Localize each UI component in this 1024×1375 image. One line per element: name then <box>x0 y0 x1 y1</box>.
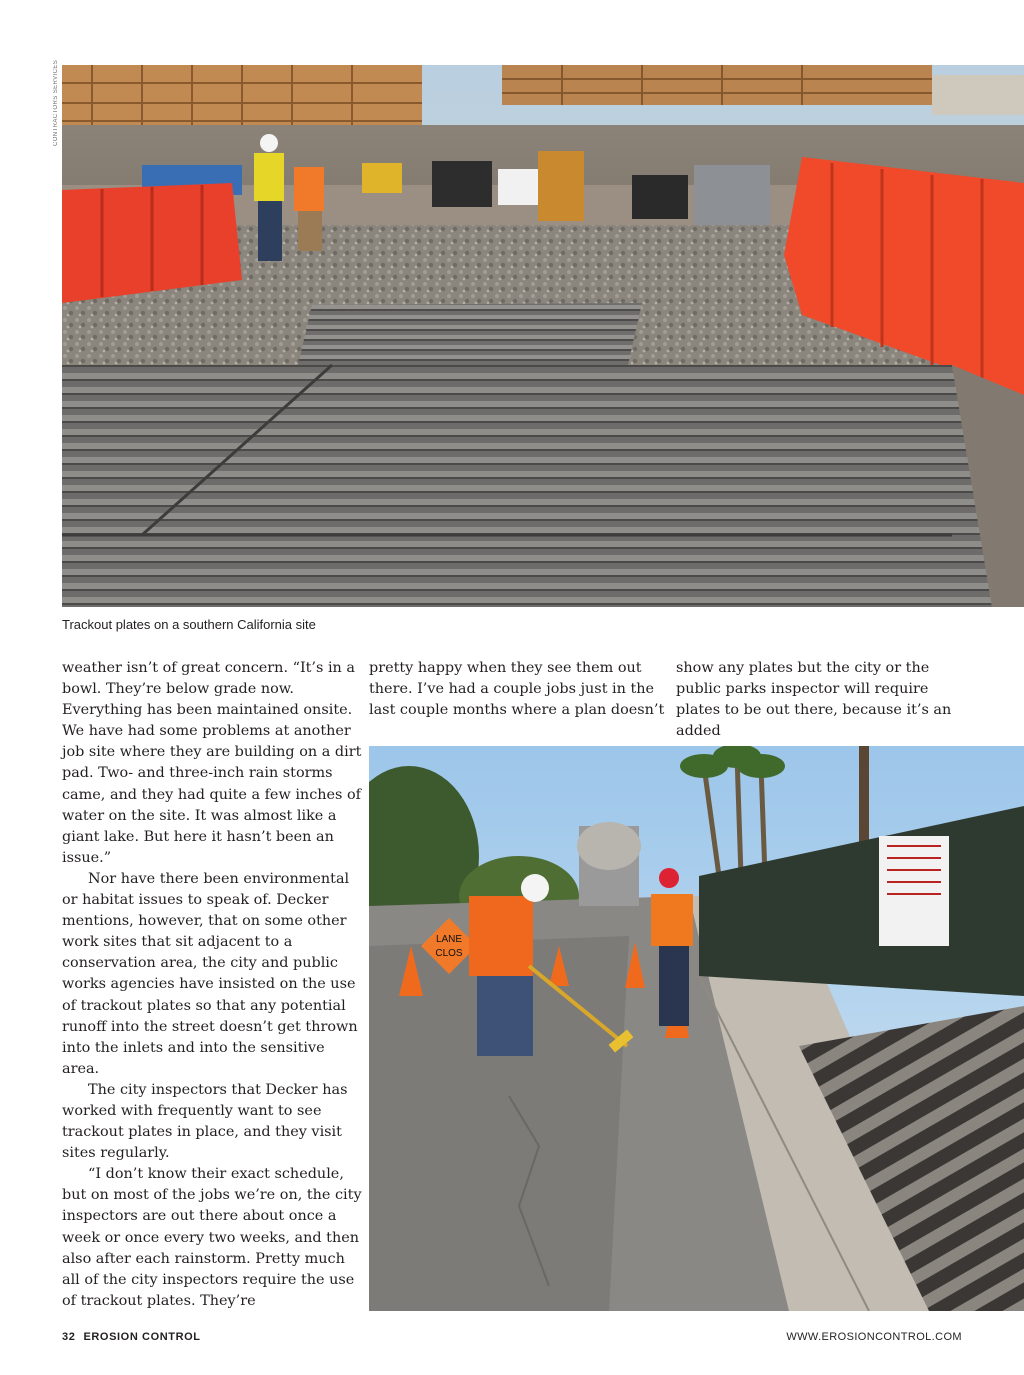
photo-caption: Trackout plates on a southern California site <box>62 617 316 632</box>
paragraph: Nor have there been environmental or habitat issues to speak of. Decker mentions, however, that on some other work sites that sit adjacent to a conservation area, the city and public works agencies have insisted on the use of trackout plates so that any potential runoff into the street doesn’t get thrown into the inlets and into the sensitive area. <box>62 870 358 1077</box>
paragraph: The city inspectors that Decker has worked with frequently want to see trackout plates in place, and they visit sites regularly. <box>62 1081 348 1162</box>
footer-folio <box>62 1331 201 1343</box>
photo-credit: CONTRACTORS SERVICES <box>53 59 59 146</box>
article-column-2 <box>369 658 669 721</box>
photo-trackout-illustration <box>62 65 1024 607</box>
paragraph: pretty happy when they see them out there. I’ve had a couple jobs just in the last couple months where a plan doesn’t <box>369 660 665 719</box>
publication-name: EROSION CONTROL <box>83 1331 201 1343</box>
page-number: 32 <box>62 1331 76 1343</box>
paragraph: weather isn’t of great concern. “It’s in a bowl. They’re below grade now. Everything has been maintained onsite. We have had some problems at another job site where they are building on a dirt pad. Two- and three-inch rain storms came, and they had quite a few inches of water on the site. It was almost like a giant lake. But here it hasn’t been an issue.” <box>62 660 362 866</box>
article-column-3 <box>676 658 976 742</box>
sign-text-line-1: LANE <box>435 934 463 945</box>
footer-url: WWW.EROSIONCONTROL.COM <box>786 1331 962 1343</box>
paragraph: show any plates but the city or the public parks inspector will require plates to be out there, because it’s an added <box>676 660 952 740</box>
article-column-1 <box>62 658 362 1312</box>
sign-text-line-2: CLOS <box>435 948 463 959</box>
paragraph: “I don’t know their exact schedule, but on most of the jobs we’re on, the city inspectors are out there about once a week or once every two weeks, and then also after each rainstorm. Pretty much all of the city inspectors require the use of trackout plates. They’re <box>62 1166 362 1309</box>
photo-street-illustration <box>369 746 1024 1311</box>
photo-street-crew <box>369 746 1024 1311</box>
photo-trackout-plates <box>62 65 1024 607</box>
